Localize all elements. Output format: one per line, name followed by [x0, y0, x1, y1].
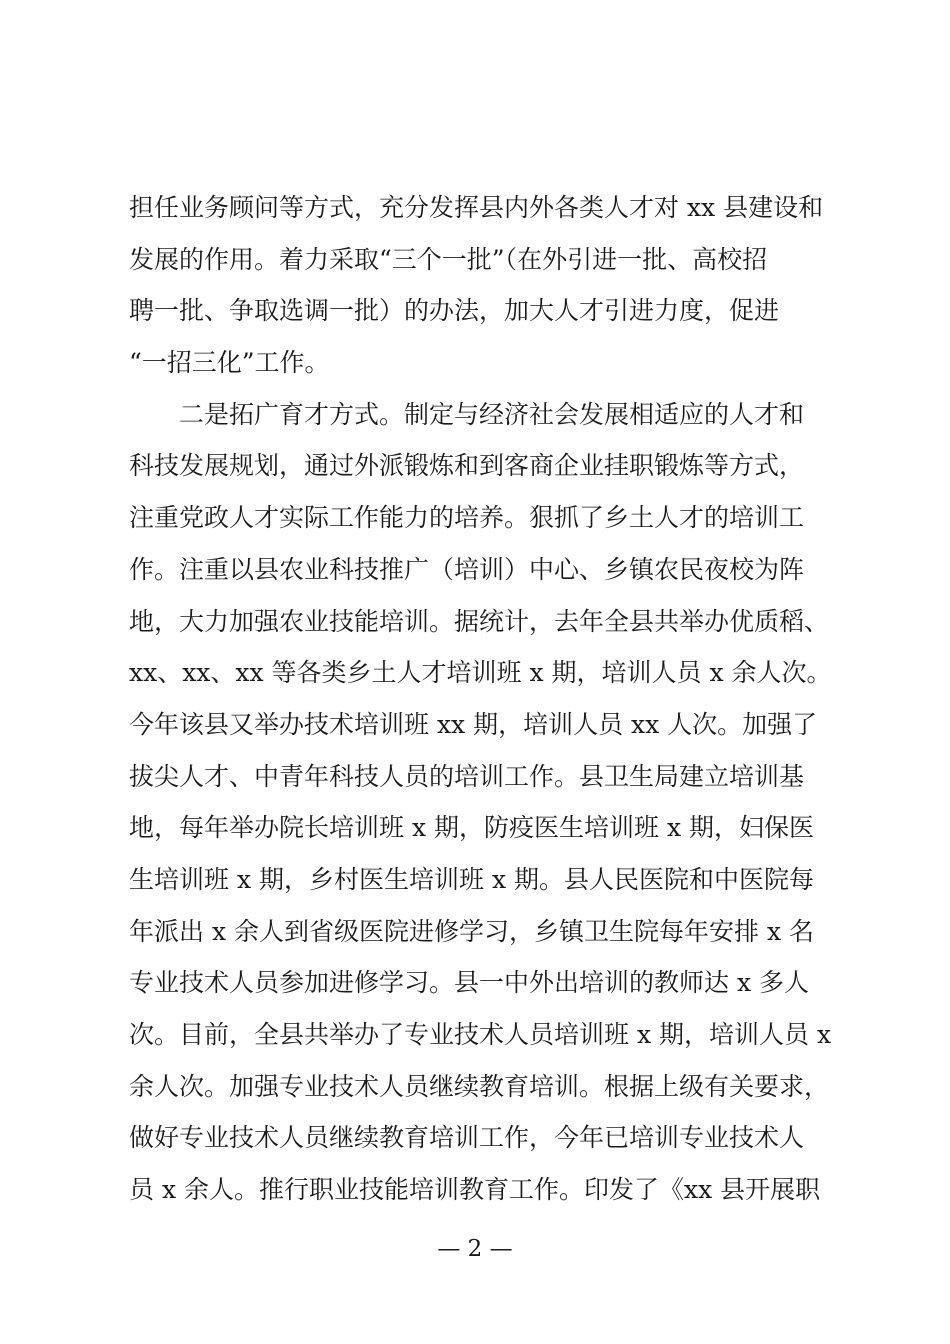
text-line: 生培训班 x 期，乡村医生培训班 x 期。县人民医院和中医院每: [129, 864, 814, 894]
text-line: xx、xx、xx 等各类乡土人才培训班 x 期，培训人员 x 余人次。: [129, 658, 832, 688]
text-line: 地，每年举办院长培训班 x 期，防疫医生培训班 x 期，妇保医: [129, 813, 814, 843]
text-line: 二是拓广育才方式。制定与经济社会发展相适应的人才和: [179, 399, 805, 429]
text-line: 作。注重以县农业科技推广（培训）中心、乡镇农民夜校为阵: [129, 554, 805, 584]
text-line: “一招三化”工作。: [129, 348, 330, 378]
text-line: 发展的作用。着力采取“三个一批”（在外引进一批、高校招: [129, 244, 768, 274]
text-line: 专业技术人员参加进修学习。县一中外出培训的教师达 x 多人: [129, 968, 809, 998]
text-line: 员 x 余人。推行职业技能培训教育工作。印发了《xx 县开展职: [129, 1175, 821, 1205]
text-line: 拔尖人才、中青年科技人员的培训工作。县卫生局建立培训基: [129, 761, 805, 791]
text-line: 今年该县又举办技术培训班 xx 期，培训人员 xx 人次。加强了: [129, 709, 818, 739]
text-line: 地，大力加强农业技能培训。据统计，去年全县共举办优质稻、: [129, 606, 830, 636]
page-number: — 2 —: [437, 1236, 513, 1262]
text-line: 次。目前，全县共举办了专业技术人员培训班 x 期，培训人员 x: [129, 1020, 832, 1049]
text-line: 余人次。加强专业技术人员继续教育培训。根据上级有关要求，: [129, 1071, 830, 1101]
text-line: 注重党政人才实际工作能力的培养。狠抓了乡土人才的培训工: [129, 503, 805, 533]
body-text: [129, 182, 849, 1216]
text-line: 做好专业技术人员继续教育培训工作，今年已培训专业技术人: [129, 1123, 805, 1153]
text-line: 科技发展规划，通过外派锻炼和到客商企业挂职锻炼等方式，: [129, 451, 805, 481]
text-line: 担任业务顾问等方式，充分发挥县内外各类人才对 xx 县建设和: [129, 193, 824, 222]
text-line: 聘一批、争取选调一批）的办法，加大人才引进力度，促进: [129, 296, 780, 326]
text-line: 年派出 x 余人到省级医院进修学习，乡镇卫生院每年安排 x 名: [129, 916, 814, 946]
